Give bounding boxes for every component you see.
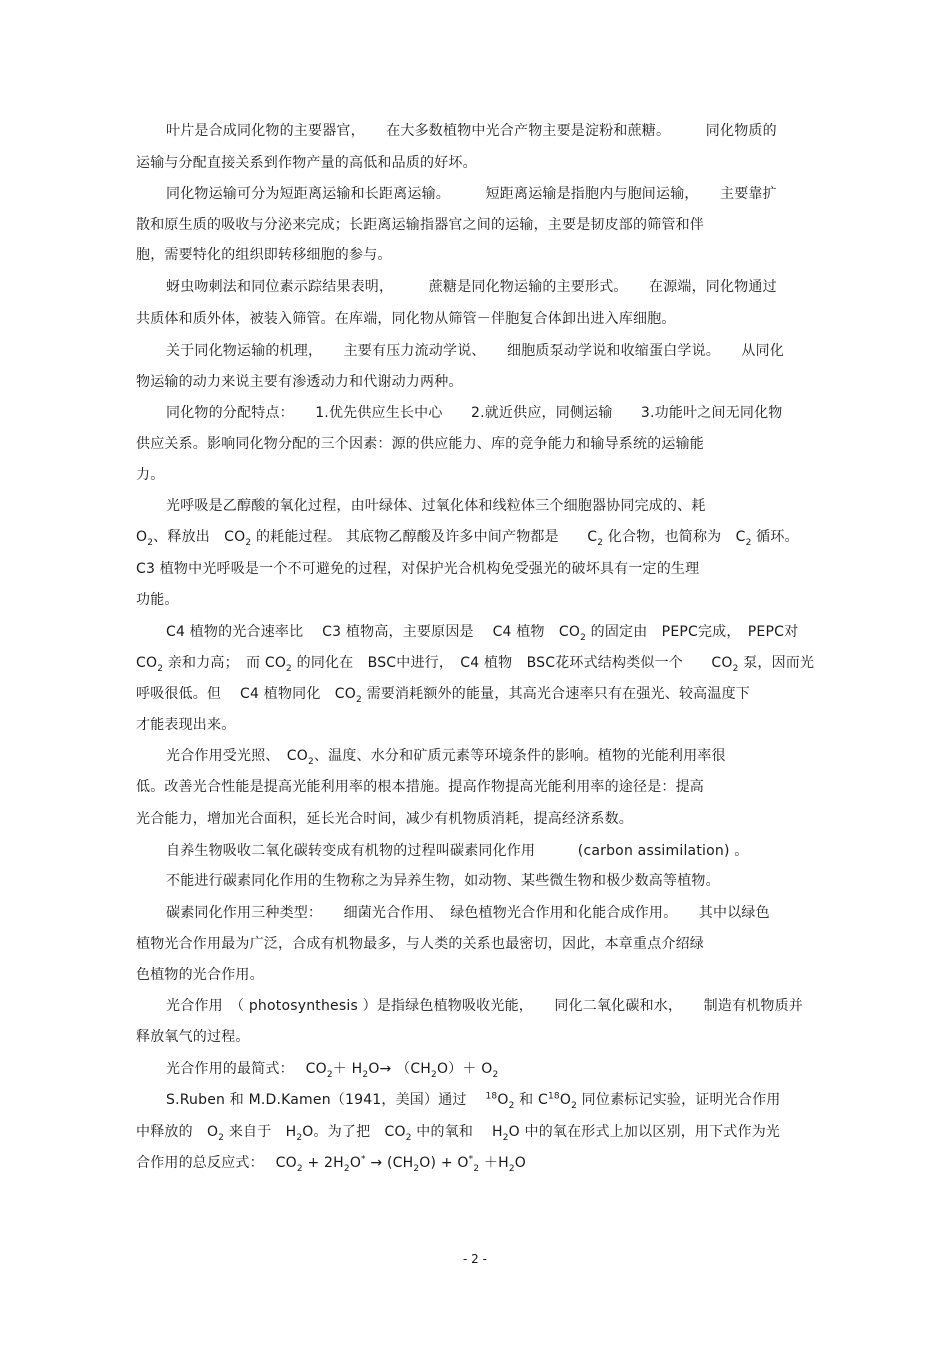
text-line: $CO_2$ 亲和力高； 而 $CO_2$ 的同化在 BSC中进行， C4 植物 BSC花环式结构类似一个 $CO_2$ 泵，因而光: [136, 655, 815, 674]
text-line: 光呼吸是乙醇酸的氧化过程，由叶绿体、过氧化体和线粒体三个细胞器协同完成的、耗: [166, 498, 706, 514]
text-line: 功能。: [136, 592, 179, 608]
text-line: 光合能力，增加光合面积，延长光合时间，减少有机物质消耗，提高经济系数。: [136, 811, 633, 827]
text-line: 蚜虫吻刺法和同位素示踪结果表明， 蔗糖是同化物运输的主要形式。 在源端，同化物通过: [166, 279, 777, 295]
text-line: 共质体和质外体，被装入筛管。在库端，同化物从筛管－伴胞复合体卸出进入库细胞。: [136, 311, 676, 327]
equation-total: 合作用的总反应式： $CO_2 + 2H_2O^* \to (CH_2O) + O^*_2 +H_2O$: [136, 1154, 527, 1174]
text-line: 自养生物吸收二氧化碳转变成有机物的过程叫碳素同化作用 (carbon assimilation) 。: [166, 843, 749, 859]
text-line: 光合作用受光照、 $CO_2$、温度、水分和矿质元素等环境条件的影响。植物的光能利用率很: [166, 748, 726, 767]
text-line: S.Ruben 和 M.D.Kamen（1941，美国）通过 $^{18}O_2$ 和 $C^{18}O_2$ 同位素标记实验，证明光合作用: [166, 1091, 781, 1111]
text-line: 叶片是合成同化物的主要器官， 在大多数植物中光合产物主要是淀粉和蔗糖。 同化物质的: [166, 123, 777, 139]
text-line: 呼吸很低。但 C4 植物同化 $CO_2$ 需要消耗额外的能量，其高光合速率只有在强光、较高温度下: [136, 686, 750, 705]
text-line: 低。改善光合性能是提高光能利用率的根本措施。提高作物提高光能利用率的途径是：提高: [136, 779, 704, 795]
text-line: 散和原生质的吸收与分泌来完成；长距离运输指器官之间的运输，主要是韧皮部的筛管和伴: [136, 217, 704, 233]
text-line: $O_2$、释放出 $CO_2$ 的耗能过程。 其底物乙醇酸及许多中间产物都是 $C_2$ 化合物，也简称为 $C_2$ 循环。: [136, 529, 799, 548]
text-line: 胞，需要特化的组织即转移细胞的参与。: [136, 247, 392, 263]
text-line: 光合作用 （ photosynthesis ）是指绿色植物吸收光能， 同化二氧化碳和水， 制造有机物质并: [166, 998, 803, 1014]
text-line: 碳素同化作用三种类型： 细菌光合作用、 绿色植物光合作用和化能合成作用。 其中以绿色: [166, 905, 770, 921]
text-line: 同化物的分配特点： 1.优先供应生长中心 2.就近供应，同侧运输 3.功能叶之间无同化物: [166, 405, 783, 421]
text-line: 供应关系。影响同化物分配的三个因素：源的供应能力、库的竞争能力和输导系统的运输能: [136, 436, 704, 452]
text-line: 才能表现出来。: [136, 717, 236, 733]
text-line: 不能进行碳素同化作用的生物称之为异养生物，如动物、某些微生物和极少数高等植物。: [166, 873, 720, 889]
text-line: 释放氧气的过程。: [136, 1029, 250, 1045]
text-line: 植物光合作用最为广泛，合成有机物最多，与人类的关系也最密切，因此，本章重点介绍绿: [136, 936, 704, 952]
text-line: 色植物的光合作用。: [136, 967, 264, 983]
text-line: 同化物运输可分为短距离运输和长距离运输。 短距离运输是指胞内与胞间运输， 主要靠扩: [166, 186, 777, 202]
text-line: 物运输的动力来说主要有渗透动力和代谢动力两种。: [136, 374, 463, 390]
page-number: - 2 -: [463, 1252, 487, 1266]
text-line: 中释放的 $O_2$ 来自于 $H_2O$。为了把 $CO_2$ 中的氧和 $H_2O$ 中的氧在形式上加以区别，用下式作为光: [136, 1124, 781, 1143]
text-line: 运输与分配直接关系到作物产量的高低和品质的好坏。: [136, 155, 477, 171]
equation-simple: 光合作用的最简式： $CO_2+ H_2O\to (CH_2O)+ O_2$: [166, 1061, 499, 1080]
text-line: 关于同化物运输的机理， 主要有压力流动学说、 细胞质泵动学说和收缩蛋白学说。 从同化: [166, 343, 784, 359]
text-line: C4 植物的光合速率比 C3 植物高，主要原因是 C4 植物 $CO_2$ 的固定由 PEPC完成， PEPC对: [166, 624, 799, 643]
text-line: 力。: [136, 467, 165, 483]
text-line: C3 植物中光呼吸是一个不可避免的过程，对保护光合机构免受强光的破坏具有一定的生理: [136, 561, 700, 577]
